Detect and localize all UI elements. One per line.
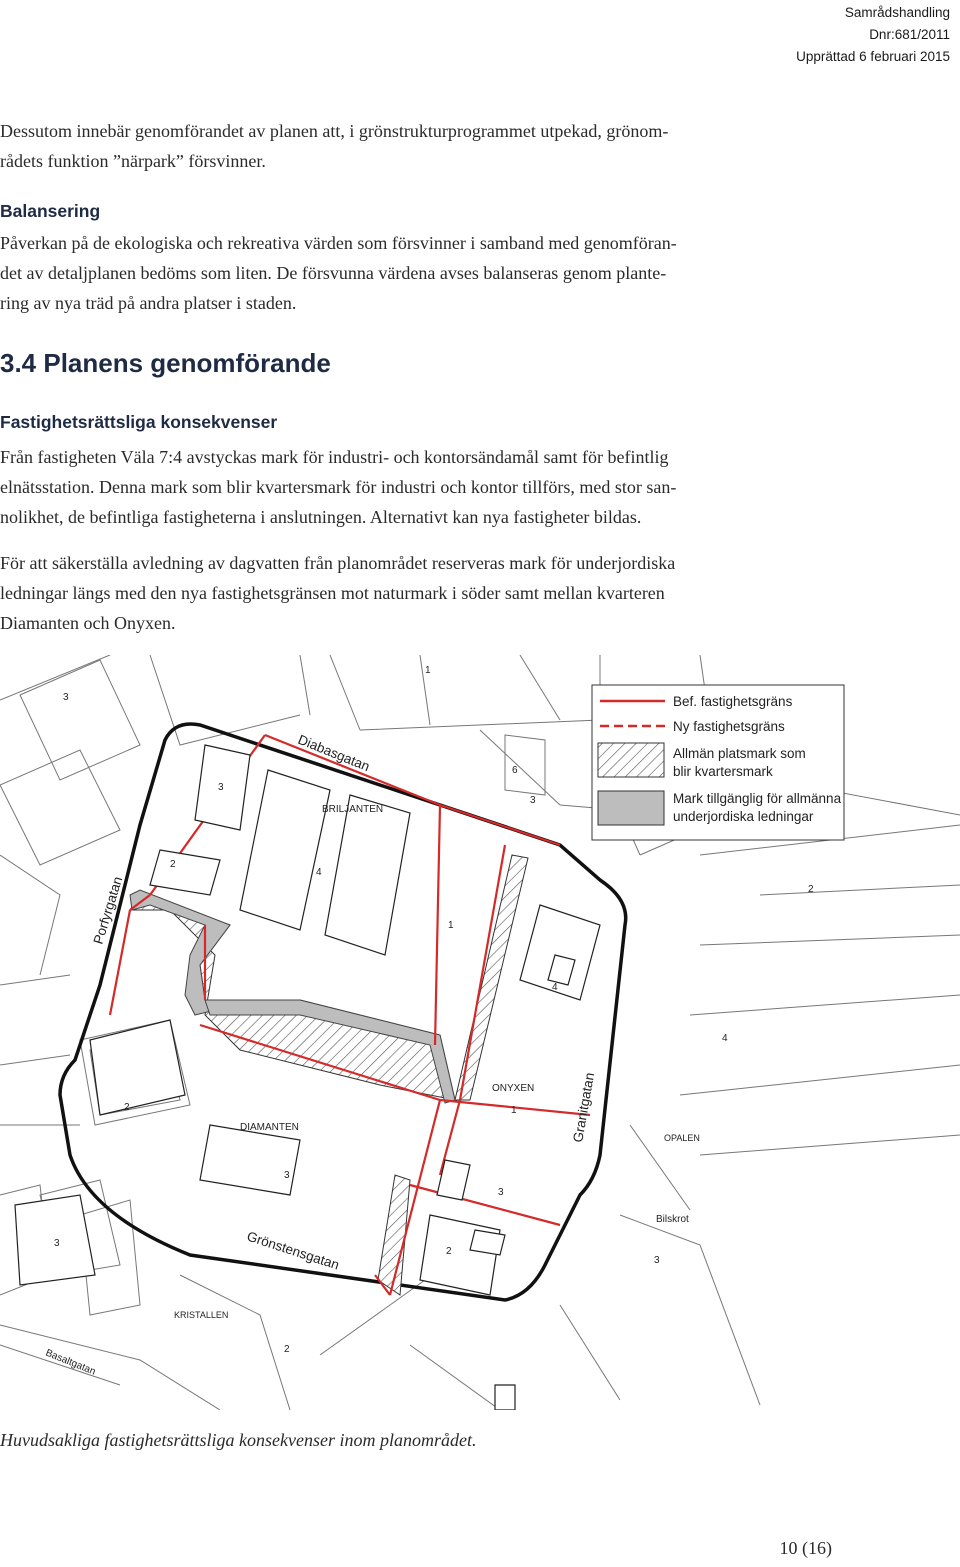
header-reference: Dnr:681/2011 bbox=[869, 27, 950, 42]
text-line: Diamanten och Onyxen. bbox=[0, 613, 176, 633]
svg-text:4: 4 bbox=[316, 867, 322, 878]
street-label-basalt: Basaltgatan bbox=[43, 1347, 97, 1378]
document-header bbox=[796, 2, 950, 68]
block-label-diamanten: DIAMANTEN bbox=[240, 1122, 299, 1133]
text-line: För att säkerställa avledning av dagvatten från planområdet reserveras mark för underjordiska bbox=[0, 553, 676, 573]
header-status: Samrådshandling bbox=[844, 5, 950, 20]
figure-caption: Huvudsakliga fastighetsrättsliga konsekvenser inom planområdet. bbox=[0, 1430, 477, 1450]
svg-text:3: 3 bbox=[63, 692, 69, 703]
text-line: nolikhet, de befintliga fastigheterna i anslutningen. Alternativt kan nya fastigheter bildas. bbox=[0, 507, 642, 527]
block-label-briljanten: BRILJANTEN bbox=[322, 804, 384, 815]
section-paragraph-2 bbox=[0, 548, 960, 638]
property-map bbox=[0, 655, 960, 1410]
legend-available-label-2: underjordiska ledningar bbox=[673, 809, 814, 824]
block-label-onyxen: ONYXEN bbox=[492, 1083, 535, 1094]
header-date: Upprättad 6 februari 2015 bbox=[796, 49, 950, 64]
block-label-kristallen: KRISTALLEN bbox=[174, 1310, 229, 1320]
section-heading: 3.4 Planens genomförande bbox=[0, 348, 331, 378]
text-line: Dessutom innebär genomförandet av planen att, i grönstrukturprogrammet utpekad, grönom- bbox=[0, 121, 669, 141]
svg-text:2: 2 bbox=[446, 1246, 452, 1257]
block-label-bilskrot: Bilskrot bbox=[656, 1214, 689, 1225]
intro-paragraph bbox=[0, 116, 960, 176]
legend-existing-label: Bef. fastighetsgräns bbox=[673, 694, 793, 709]
legend-available-label-1: Mark tillgänglig för allmänna bbox=[673, 791, 842, 806]
svg-text:2: 2 bbox=[170, 859, 176, 870]
text-line: rådets funktion ”närpark” försvinner. bbox=[0, 151, 266, 171]
svg-text:2: 2 bbox=[284, 1344, 290, 1355]
section-subheading: Fastighetsrättsliga konsekvenser bbox=[0, 412, 278, 432]
svg-text:6: 6 bbox=[512, 765, 518, 776]
svg-text:1: 1 bbox=[448, 920, 454, 931]
text-line: elnätsstation. Denna mark som blir kvartersmark för industri och kontor tillförs, med stor san- bbox=[0, 477, 677, 497]
street-label-granit: Granitgatan bbox=[570, 1071, 598, 1144]
legend-public-label-2: blir kvartersmark bbox=[673, 764, 773, 779]
balansering-paragraph bbox=[0, 228, 960, 318]
street-label-diabas: Diabasgatan bbox=[295, 731, 372, 775]
svg-text:3: 3 bbox=[54, 1238, 60, 1249]
text-line: Från fastigheten Väla 7:4 avstyckas mark för industri- och kontorsändamål samt för befintlig bbox=[0, 447, 669, 467]
buildings bbox=[15, 745, 600, 1410]
svg-text:3: 3 bbox=[654, 1255, 660, 1266]
street-label-gronsten: Grönstensgatan bbox=[245, 1228, 342, 1273]
svg-text:2: 2 bbox=[808, 884, 814, 895]
text-line: Påverkan på de ekologiska och rekreativa värden som försvinner i samband med genomföran- bbox=[0, 233, 677, 253]
legend-hatch-swatch bbox=[598, 743, 664, 777]
svg-text:1: 1 bbox=[425, 665, 431, 676]
legend-grey-swatch bbox=[598, 791, 664, 825]
svg-text:4: 4 bbox=[722, 1033, 728, 1044]
legend-public-label-1: Allmän platsmark som bbox=[673, 746, 806, 761]
svg-text:4: 4 bbox=[552, 982, 558, 993]
map-legend bbox=[592, 685, 844, 840]
text-line: ring av nya träd på andra platser i staden. bbox=[0, 293, 297, 313]
svg-text:3: 3 bbox=[498, 1187, 504, 1198]
svg-text:2: 2 bbox=[124, 1102, 130, 1113]
section-paragraph-1 bbox=[0, 442, 960, 532]
page-number: 10 (16) bbox=[779, 1538, 832, 1558]
street-label-porfyr: Porfyrgatan bbox=[90, 874, 126, 946]
svg-text:1: 1 bbox=[511, 1105, 517, 1116]
svg-text:3: 3 bbox=[218, 782, 224, 793]
balansering-heading: Balansering bbox=[0, 201, 101, 221]
text-line: ledningar längs med den nya fastighetsgränsen mot naturmark i söder samt mellan kvarteren bbox=[0, 583, 665, 603]
block-label-opalen: OPALEN bbox=[664, 1133, 700, 1143]
legend-new-label: Ny fastighetsgräns bbox=[673, 719, 785, 734]
text-line: det av detaljplanen bedöms som liten. De försvunna värdena avses balanseras genom plante- bbox=[0, 263, 667, 283]
svg-text:3: 3 bbox=[284, 1170, 290, 1181]
svg-text:3: 3 bbox=[530, 795, 536, 806]
